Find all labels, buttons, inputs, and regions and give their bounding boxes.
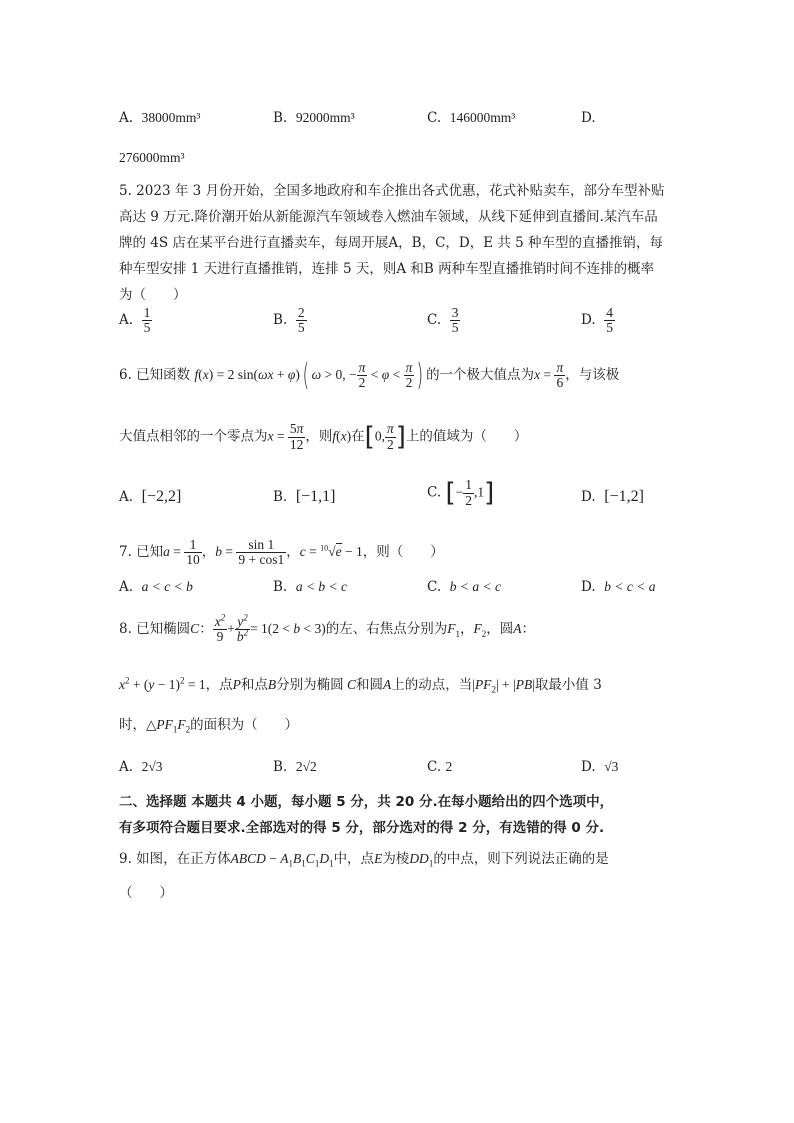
- q7-suffix: ，则（ ）: [362, 544, 444, 561]
- option-label: A.: [119, 312, 134, 329]
- denominator: 5: [143, 320, 151, 336]
- q6-option-b: [273, 488, 336, 506]
- q5-option-a: [119, 306, 152, 335]
- q5-option-c: [427, 306, 460, 335]
- option-label: A.: [119, 579, 134, 595]
- q8-text-a: 的左、右焦点分别为: [325, 621, 448, 638]
- option-label: C.: [427, 759, 442, 775]
- q8-option-d: [581, 759, 618, 775]
- denominator: 5: [297, 320, 305, 336]
- numerator: 4: [606, 305, 613, 320]
- q6-option-a: [119, 488, 181, 506]
- option-label: B.: [273, 759, 288, 775]
- option-label: D.: [581, 759, 596, 775]
- q8-line-3: 时，$\triangle PF_1F_2$的面积为（ ）: [119, 717, 299, 735]
- q4-option-c: [427, 110, 515, 126]
- q7-prefix: 7. 已知: [119, 544, 164, 561]
- q5-line-5: 为（ ）: [119, 287, 187, 303]
- q5-line-3: 牌的 4S 店在某平台进行直播卖车，每周开展A，B，C，D，E 共 5 种车型的直播推销，每: [119, 235, 664, 251]
- option-value: 146000mm³: [449, 110, 516, 125]
- q8-line2-c: 分别为椭圆: [276, 677, 344, 693]
- option-value: 2: [445, 759, 453, 774]
- q4-option-d-value: [119, 150, 185, 166]
- q8-line2-a: ，点: [205, 677, 233, 693]
- option-label: B.: [273, 110, 288, 126]
- q9-prefix: 9. 如图，在正方体: [119, 851, 231, 867]
- q4-option-b: [273, 110, 355, 126]
- q7-option-b: [273, 579, 347, 595]
- option-label: D.: [581, 579, 596, 595]
- q6-line2-c: 在: [351, 428, 365, 445]
- q8-line2-d: 和圆: [355, 677, 383, 693]
- option-label: C.: [427, 312, 442, 329]
- option-value: a < b < c: [295, 579, 348, 594]
- q6-option-d: [581, 488, 644, 506]
- q6-line2-a: 大值点相邻的一个零点为: [119, 428, 268, 445]
- option-value: [−1,2]: [604, 488, 644, 505]
- fraction: [604, 306, 615, 335]
- q6-prefix: 6. 已知函数: [119, 367, 191, 383]
- option-label: B.: [273, 489, 288, 505]
- q8-line3-a: 时，: [119, 717, 146, 733]
- fraction: [296, 306, 307, 335]
- option-value: [−1,1]: [295, 488, 336, 505]
- fraction: [142, 306, 153, 335]
- q6-line-1: 6. 已知函数 f(x) = 2 sin(ωx + φ)( ω > 0, − $\frac{\pi}{2}$ < φ < $\frac{\pi}{2}$ ) 的一个极大值点为x = $\frac{\pi}{6}$ ，与该极: [119, 358, 620, 393]
- q6-text-b: ，与该极: [565, 367, 620, 383]
- option-label: B.: [273, 579, 288, 595]
- option-value: a < c < b: [141, 579, 193, 594]
- option-value: 2√2: [295, 759, 317, 774]
- formula: f: [194, 367, 199, 382]
- q5-option-b: [273, 306, 307, 335]
- option-label: A.: [119, 759, 134, 775]
- q6-line2-b: ，则: [305, 428, 333, 445]
- q7-line-1: 7. 已知a = $\frac{1}{10}$ ，b = $\frac{\sin 1}{9 + \cos 1}$ ，c = $^{10}$√e − 1，则（ ）: [119, 537, 444, 568]
- option-value: [−2,2]: [141, 488, 182, 505]
- q7-option-a: [119, 579, 193, 595]
- q9-line-2: （ ）: [119, 885, 173, 901]
- q6-text-a: 的一个极大值点为: [426, 367, 535, 383]
- option-value: 38000mm³: [141, 110, 201, 125]
- option-value: 276000mm³: [119, 150, 185, 165]
- option-label: D.: [581, 110, 596, 126]
- option-label: A.: [119, 110, 134, 126]
- option-label: C.: [427, 110, 442, 126]
- q9-line-1: 9. 如图，在正方体ABCD − $A_1B_1C_1D_1$中，点E为棱$DD_1$的中点，则下列说法正确的是: [119, 851, 609, 869]
- option-value: b < c < a: [604, 579, 656, 594]
- fraction: [450, 306, 461, 335]
- q9-text-b: 为棱: [382, 851, 410, 867]
- q7-option-d: [581, 579, 655, 595]
- option-label: B.: [273, 312, 288, 329]
- q8-line2-f: 取最小值 3: [534, 677, 602, 693]
- option-label: D.: [581, 312, 596, 329]
- option-value: b < a < c: [449, 579, 501, 594]
- q9-text-a: 中，点: [333, 851, 375, 867]
- section-2-line-2: 有多项符合题目要求.全部选对的得 5 分，部分选对的得 2 分，有选错的得 0 分.: [119, 820, 605, 836]
- q6-option-c: C. [− $\frac{1}{2}$ ,1]: [427, 477, 495, 508]
- numerator: 2: [297, 305, 305, 320]
- q8-text-b: ，圆: [486, 621, 514, 638]
- q5-line-4: 种车型安排 1 天进行直播推销，连排 5 天，则A 和B 两种车型直播推销时间不连排的概率: [119, 261, 655, 277]
- q8-prefix: 8. 已知椭圆: [119, 621, 191, 638]
- section-2-line-1: 二、选择题 本题共 4 小题，每小题 5 分，共 20 分.在每小题给出的四个选项中，: [119, 794, 614, 810]
- q8-option-a: [119, 759, 163, 775]
- option-label: C.: [427, 484, 442, 501]
- q8-line-2: $x^2 + (y - 1)^2 = 1$，点P和点B分别为椭圆 C和圆A上的动点，当$|PF_2| + |PB|$取最小值 3: [119, 675, 602, 695]
- q7-option-c: [427, 579, 501, 595]
- numerator: 1: [143, 305, 151, 320]
- q5-line-2: 高达 9 万元.降价潮开始从新能源汽车领域卷入燃油车领域，从线下延伸到直播间.某汽车品: [119, 209, 658, 225]
- q8-option-c: [427, 759, 452, 775]
- option-label: C.: [427, 579, 442, 595]
- q4-option-a: [119, 110, 200, 126]
- q6-line2-d: 上的值域为（ ）: [405, 428, 528, 445]
- denominator: 5: [606, 320, 613, 336]
- option-value: 92000mm³: [295, 110, 355, 125]
- option-value: √3: [604, 759, 619, 774]
- q8-line3-b: 的面积为（ ）: [190, 717, 299, 733]
- q6-line-2: 大值点相邻的一个零点为x = $\frac{5\pi}{12}$ ，则f(x)在[0, $\frac{\pi}{2}$ ]上的值域为（ ）: [119, 421, 528, 452]
- option-label: D.: [581, 489, 596, 505]
- q8-line-1: 8. 已知椭圆C： $\frac{x^2}{9}$ + $\frac{y^2}{b^2}$ = 1(2 < b < 3)的左、右焦点分别为$F_1$，$F_2$，圆A：: [119, 612, 536, 645]
- q4-option-d-label: [581, 110, 596, 126]
- option-label: A.: [119, 489, 134, 505]
- numerator: 3: [451, 305, 459, 320]
- q8-line2-e: 上的动点，当: [391, 677, 473, 693]
- q8-line2-b: 和点: [240, 677, 268, 693]
- q9-text-c: 的中点，则下列说法正确的是: [433, 851, 609, 867]
- q8-option-b: [273, 759, 317, 775]
- option-value: 2√3: [141, 759, 163, 774]
- denominator: 5: [451, 320, 459, 336]
- q5-option-d: [581, 306, 615, 335]
- q5-line-1: 5. 2023 年 3 月份开始，全国多地政府和车企推出各式优惠，花式补贴卖车，部分车型补贴: [119, 183, 665, 199]
